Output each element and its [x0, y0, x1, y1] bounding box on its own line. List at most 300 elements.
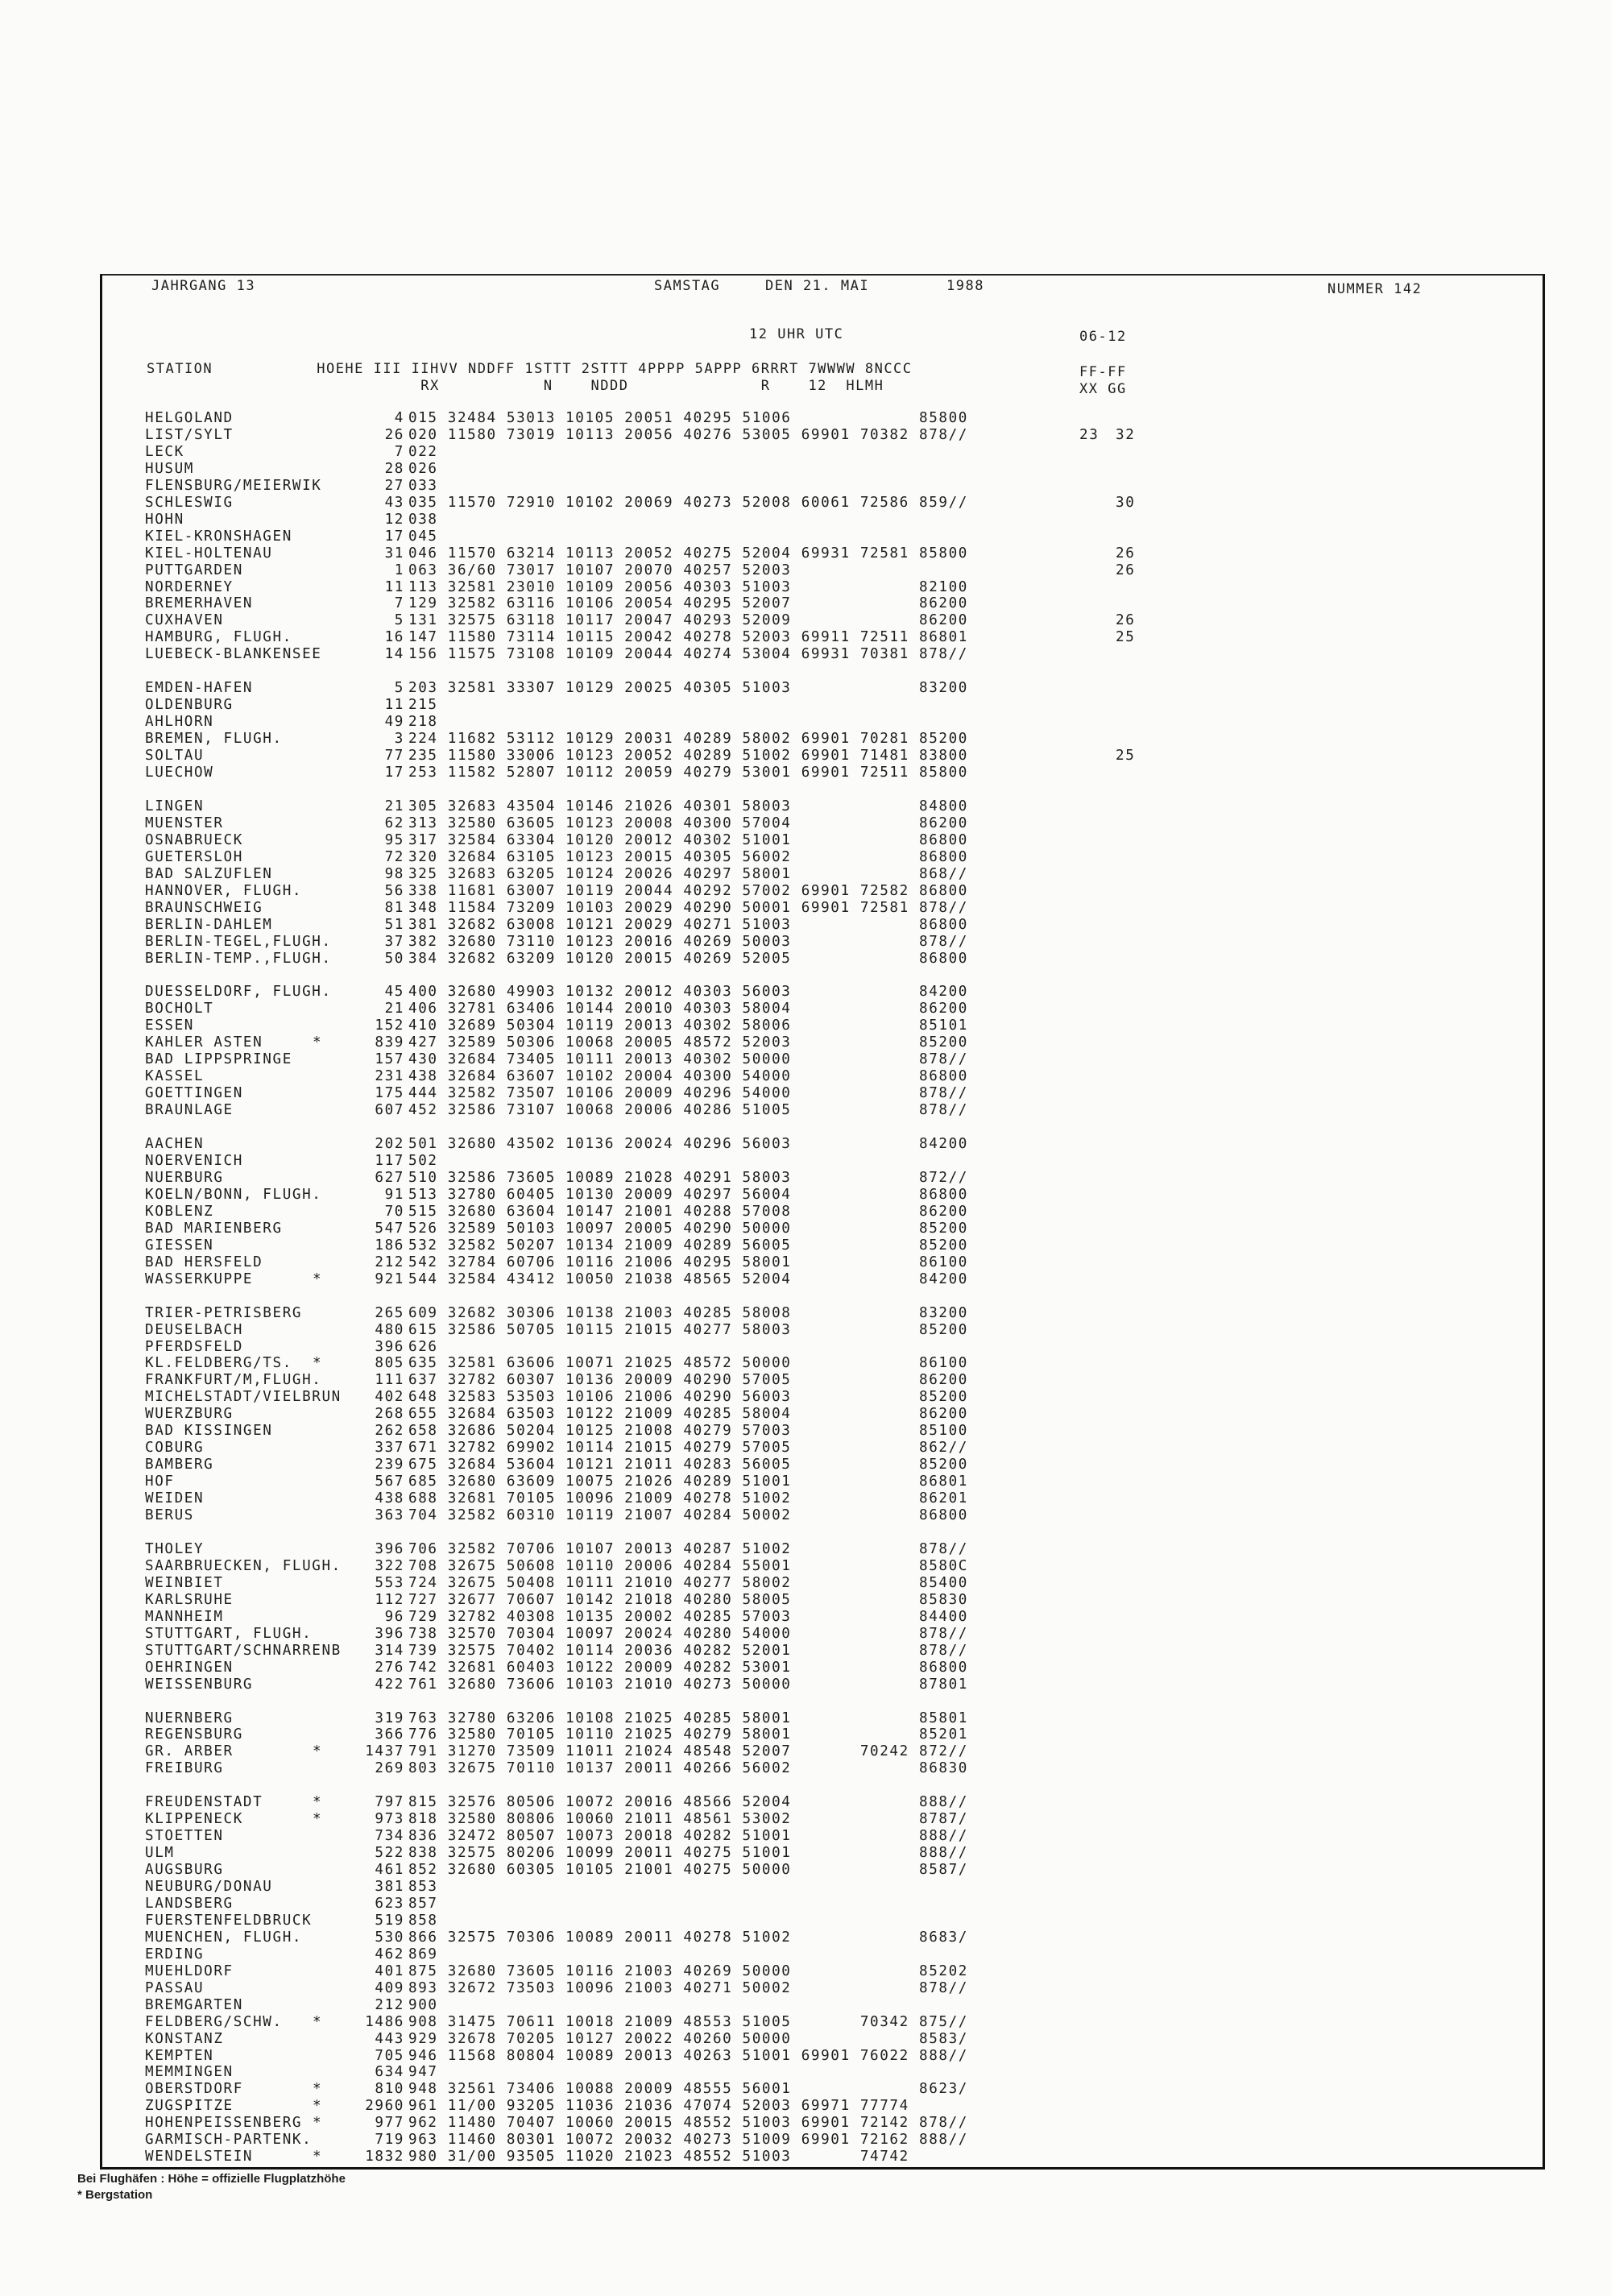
observation-data: 961 11/00 93205 11036 21036 47074 52003 69971 77774 — [408, 2098, 909, 2114]
station-height: 202 — [375, 1136, 404, 1152]
observation-data: 838 32575 80206 10099 20011 40275 51001 888// — [408, 1845, 968, 1861]
station-name: SAARBRUECKEN, FLUGH. — [145, 1558, 342, 1574]
station-height: 409 — [375, 1980, 404, 1996]
station-height: 705 — [375, 2048, 404, 2064]
observation-data: 038 — [408, 512, 438, 528]
observation-data: 761 32680 73606 10103 21010 40273 50000 87801 — [408, 1676, 968, 1693]
station-name: BOCHOLT — [145, 1001, 214, 1017]
station-name: KLIPPENECK — [145, 1811, 243, 1827]
station-height: 17 — [384, 528, 404, 545]
station-height: 719 — [375, 2132, 404, 2148]
station-height: 553 — [375, 1575, 404, 1591]
station-height: 27 — [384, 478, 404, 494]
station-name: DEUSELBACH — [145, 1322, 243, 1338]
observation-data: 384 32682 63209 10120 20015 40269 52005 86800 — [408, 951, 968, 967]
observation-data: 704 32582 60310 10119 21007 40284 50002 86800 — [408, 1507, 968, 1523]
station-name: HUSUM — [145, 461, 194, 477]
station-name: LIST/SYLT — [145, 427, 234, 443]
station-name: BAD HERSFELD — [145, 1254, 263, 1270]
station-height: 402 — [375, 1389, 404, 1405]
station-height: 56 — [384, 883, 404, 899]
observation-data: 313 32580 63605 10123 20008 40300 57004 86200 — [408, 815, 968, 831]
station-height: 480 — [375, 1322, 404, 1338]
observation-data: 637 32782 60307 10136 20009 40290 57005 86200 — [408, 1372, 968, 1388]
station-height: 72 — [384, 849, 404, 865]
station-name: WASSERKUPPE — [145, 1271, 254, 1287]
station-name: HOHENPEISSENBERG — [145, 2115, 303, 2131]
observation-data: 946 11568 80804 10089 20013 40263 51001 69901 76022 888// — [408, 2048, 968, 2064]
observation-data: 381 32682 63008 10121 20029 40271 51003 86800 — [408, 917, 968, 933]
observation-data: 658 32686 50204 10125 21008 40279 57003 85100 — [408, 1423, 968, 1439]
station-name: BERLIN-TEMP.,FLUGH. — [145, 951, 332, 967]
station-height: 21 — [384, 798, 404, 814]
station-name: SCHLESWIG — [145, 495, 234, 511]
station-height: 396 — [375, 1541, 404, 1557]
station-height: 91 — [384, 1187, 404, 1203]
observation-data: 348 11584 73209 10103 20029 40290 50001 69901 72581 878// — [408, 900, 968, 916]
station-name: CUXHAVEN — [145, 612, 224, 628]
station-name: STUTTGART/SCHNARRENB — [145, 1643, 342, 1659]
observation-data: 727 32677 70607 10142 21018 40280 58005 85830 — [408, 1592, 968, 1608]
mountain-station-marker: * — [313, 1794, 323, 1810]
station-name: FUERSTENFELDBRUCK — [145, 1913, 313, 1929]
station-name: LUEBECK-BLANKENSEE — [145, 646, 322, 662]
observation-data: 791 31270 73509 11011 21024 48548 52007 70242 872// — [408, 1743, 968, 1759]
wind-gust-gg: 26 — [1116, 562, 1136, 578]
observation-data: 893 32672 73503 10096 21003 40271 50002 878// — [408, 1980, 968, 1996]
observation-data: 739 32575 70402 10114 20036 40282 52001 878// — [408, 1643, 968, 1659]
station-name: GOETTINGEN — [145, 1085, 243, 1101]
station-name: HANNOVER, FLUGH. — [145, 883, 303, 899]
observation-data: 526 32589 50103 10097 20005 40290 50000 85200 — [408, 1221, 968, 1237]
station-name: BERUS — [145, 1507, 194, 1523]
mountain-station-marker: * — [313, 1355, 323, 1371]
station-height: 734 — [375, 1828, 404, 1844]
observation-data: 706 32582 70706 10107 20013 40287 51002 878// — [408, 1541, 968, 1557]
station-height: 49 — [384, 714, 404, 730]
observation-data: 502 — [408, 1153, 438, 1169]
observation-data: 444 32582 73507 10106 20009 40296 54000 878// — [408, 1085, 968, 1101]
observation-data: 836 32472 80507 10073 20018 40282 51001 888// — [408, 1828, 968, 1844]
station-name: STOETTEN — [145, 1828, 224, 1844]
observation-data: 615 32586 50705 10115 21015 40277 58003 85200 — [408, 1322, 968, 1338]
observation-data: 033 — [408, 478, 438, 494]
time-window-label: 06-12 — [1079, 329, 1127, 345]
station-height: 62 — [384, 815, 404, 831]
station-height: 5 — [394, 612, 404, 628]
station-height: 269 — [375, 1760, 404, 1776]
station-name: MEMMINGEN — [145, 2064, 234, 2080]
column-header-line-2: RX N NDDD R 12 HLMH — [147, 378, 884, 394]
station-height: 634 — [375, 2064, 404, 2080]
station-name: KASSEL — [145, 1068, 205, 1084]
station-height: 422 — [375, 1676, 404, 1693]
observation-data: 609 32682 30306 10138 21003 40285 58008 83200 — [408, 1305, 968, 1321]
station-name: OLDENBURG — [145, 697, 234, 713]
station-name: ZUGSPITZE — [145, 2098, 234, 2114]
observation-data: 858 — [408, 1913, 438, 1929]
station-name: KOELN/BONN, FLUGH. — [145, 1187, 322, 1203]
observation-data: 853 — [408, 1879, 438, 1895]
station-height: 337 — [375, 1440, 404, 1456]
station-name: DUESSELDORF, FLUGH. — [145, 984, 332, 1000]
observation-data: 253 11582 52807 10112 20059 40279 53001 69901 72511 85800 — [408, 765, 968, 781]
station-height: 51 — [384, 917, 404, 933]
station-height: 262 — [375, 1423, 404, 1439]
mountain-station-marker: * — [313, 1271, 323, 1287]
station-name: BRAUNLAGE — [145, 1102, 234, 1118]
station-name: FREIBURG — [145, 1760, 224, 1776]
observation-data: 015 32484 53013 10105 20051 40295 51006 85800 — [408, 410, 968, 426]
station-height: 443 — [375, 2031, 404, 2047]
observation-data: 724 32675 50408 10111 21010 40277 58002 85400 — [408, 1575, 968, 1591]
observation-data: 635 32581 63606 10071 21025 48572 50000 86100 — [408, 1355, 968, 1371]
station-height: 396 — [375, 1339, 404, 1355]
station-name: STUTTGART, FLUGH. — [145, 1626, 313, 1642]
observation-data: 129 32582 63116 10106 20054 40295 52007 86200 — [408, 595, 968, 611]
station-name: KOBLENZ — [145, 1204, 214, 1220]
station-name: MUEHLDORF — [145, 1963, 234, 1979]
station-name: KAHLER ASTEN — [145, 1034, 263, 1051]
station-height: 11 — [384, 579, 404, 595]
station-name: WEISSENBURG — [145, 1676, 254, 1693]
station-name: GIESSEN — [145, 1237, 214, 1254]
station-height: 2960 — [365, 2098, 404, 2114]
station-height: 98 — [384, 866, 404, 882]
observation-data: 929 32678 70205 10127 20022 40260 50000 8583/ — [408, 2031, 968, 2047]
observation-data: 218 — [408, 714, 438, 730]
station-name: COBURG — [145, 1440, 205, 1456]
station-height: 319 — [375, 1710, 404, 1726]
station-height: 16 — [384, 629, 404, 645]
station-name: BAD SALZUFLEN — [145, 866, 273, 882]
station-height: 212 — [375, 1254, 404, 1270]
station-height: 623 — [375, 1896, 404, 1912]
station-height: 117 — [375, 1153, 404, 1169]
observation-data: 626 — [408, 1339, 438, 1355]
station-height: 14 — [384, 646, 404, 662]
observation-data: 729 32782 40308 10135 20002 40285 57003 84400 — [408, 1609, 968, 1625]
station-name: KIEL-HOLTENAU — [145, 545, 273, 562]
observation-data: 020 11580 73019 10113 20056 40276 53005 69901 70382 878// — [408, 427, 968, 443]
observation-data: 406 32781 63406 10144 20010 40303 58004 86200 — [408, 1001, 968, 1017]
station-name: GR. ARBER — [145, 1743, 234, 1759]
station-height: 1 — [394, 562, 404, 578]
station-height: 3 — [394, 731, 404, 747]
mountain-station-marker: * — [313, 1034, 323, 1051]
station-name: HELGOLAND — [145, 410, 234, 426]
station-height: 12 — [384, 512, 404, 528]
observation-data: 224 11682 53112 10129 20031 40289 58002 69901 70281 85200 — [408, 731, 968, 747]
station-name: KEMPTEN — [145, 2048, 214, 2064]
station-name: OSNABRUECK — [145, 832, 243, 848]
station-name: NOERVENICH — [145, 1153, 243, 1169]
station-name: NUERNBERG — [145, 1710, 234, 1726]
wind-gust-gg: 25 — [1116, 748, 1136, 764]
station-name: BAD LIPPSPRINGE — [145, 1051, 292, 1067]
observation-data: 542 32784 60706 10116 21006 40295 58001 86100 — [408, 1254, 968, 1270]
station-height: 276 — [375, 1660, 404, 1676]
station-height: 231 — [375, 1068, 404, 1084]
observation-data: 305 32683 43504 10146 21026 40301 58003 84800 — [408, 798, 968, 814]
station-name: EMDEN-HAFEN — [145, 680, 254, 696]
station-height: 1832 — [365, 2149, 404, 2165]
weekday-label: SAMSTAG — [654, 278, 721, 294]
station-height: 7 — [394, 595, 404, 611]
station-height: 322 — [375, 1558, 404, 1574]
station-height: 519 — [375, 1913, 404, 1929]
station-height: 438 — [375, 1490, 404, 1506]
observation-data: 685 32680 63609 10075 21026 40289 51001 86801 — [408, 1473, 968, 1490]
observation-data: 320 32684 63105 10123 20015 40305 56002 86800 — [408, 849, 968, 865]
station-height: 111 — [375, 1372, 404, 1388]
station-name: BREMGARTEN — [145, 1997, 243, 2013]
station-name: OEHRINGEN — [145, 1660, 234, 1676]
station-height: 973 — [375, 1811, 404, 1827]
observation-data: 763 32780 63206 10108 21025 40285 58001 85801 — [408, 1710, 968, 1726]
station-name: MANNHEIM — [145, 1609, 224, 1625]
observation-data: 438 32684 63607 10102 20004 40300 54000 86800 — [408, 1068, 968, 1084]
station-height: 45 — [384, 984, 404, 1000]
observation-data: 742 32681 60403 10122 20009 40282 53001 86800 — [408, 1660, 968, 1676]
station-height: 268 — [375, 1406, 404, 1422]
observation-data: 948 32561 73406 10088 20009 48555 56001 8623/ — [408, 2081, 968, 2097]
station-height: 112 — [375, 1592, 404, 1608]
observation-data: 317 32584 63304 10120 20012 40302 51001 86800 — [408, 832, 968, 848]
station-height: 401 — [375, 1963, 404, 1979]
station-height: 805 — [375, 1355, 404, 1371]
station-height: 81 — [384, 900, 404, 916]
observation-data: 026 — [408, 461, 438, 477]
mountain-station-marker: * — [313, 2014, 323, 2030]
station-name: MICHELSTADT/VIELBRUN — [145, 1389, 342, 1405]
observation-data: 156 11575 73108 10109 20044 40274 53004 69931 70381 878// — [408, 646, 968, 662]
station-name: LINGEN — [145, 798, 205, 814]
observation-data: 908 31475 70611 10018 21009 48553 51005 70342 875// — [408, 2014, 968, 2030]
station-name: REGENSBURG — [145, 1726, 243, 1743]
station-name: PASSAU — [145, 1980, 205, 1996]
station-name: BAD KISSINGEN — [145, 1423, 273, 1439]
observation-data: 046 11570 63214 10113 20052 40275 52004 69931 72581 85800 — [408, 545, 968, 562]
station-height: 1486 — [365, 2014, 404, 2030]
station-height: 547 — [375, 1221, 404, 1237]
station-height: 396 — [375, 1626, 404, 1642]
station-name: FRANKFURT/M,FLUGH. — [145, 1372, 322, 1388]
station-name: BERLIN-DAHLEM — [145, 917, 273, 933]
observation-data: 675 32684 53604 10121 21011 40283 56005 85200 — [408, 1457, 968, 1473]
station-name: NUERBURG — [145, 1170, 224, 1186]
station-height: 265 — [375, 1305, 404, 1321]
observation-data: 235 11580 33006 10123 20052 40289 51002 69901 71481 83800 — [408, 748, 968, 764]
footnote-airports: Bei Flughäfen : Höhe = offizielle Flugplatzhöhe — [77, 2172, 346, 2186]
observation-data: 900 — [408, 1997, 438, 2013]
station-name: NORDERNEY — [145, 579, 234, 595]
observation-data: 430 32684 73405 10111 20013 40302 50000 878// — [408, 1051, 968, 1067]
mountain-station-marker: * — [313, 1743, 323, 1759]
station-name: PFERDSFELD — [145, 1339, 243, 1355]
station-name: ERDING — [145, 1946, 205, 1962]
observation-data: 131 32575 63118 10117 20047 40293 52009 86200 — [408, 612, 968, 628]
mountain-station-marker: * — [313, 2098, 323, 2114]
observation-data: 045 — [408, 528, 438, 545]
observation-data: 875 32680 73605 10116 21003 40269 50000 85202 — [408, 1963, 968, 1979]
station-name: LANDSBERG — [145, 1896, 234, 1912]
mountain-station-marker: * — [313, 1811, 323, 1827]
station-name: HOF — [145, 1473, 175, 1490]
station-height: 5 — [394, 680, 404, 696]
station-name: GARMISCH-PARTENK. — [145, 2132, 313, 2148]
station-name: LUECHOW — [145, 765, 214, 781]
date-label: DEN 21. MAI — [765, 278, 870, 294]
station-height: 567 — [375, 1473, 404, 1490]
station-height: 314 — [375, 1643, 404, 1659]
wind-gust-gg: 32 — [1116, 427, 1136, 443]
station-name: WEIDEN — [145, 1490, 205, 1506]
station-name: FREUDENSTADT — [145, 1794, 263, 1810]
station-name: KONSTANZ — [145, 2031, 224, 2047]
station-name: PUTTGARDEN — [145, 562, 243, 578]
wind-header-line-1: FF-FF — [1079, 364, 1127, 380]
observation-data: 022 — [408, 444, 438, 460]
station-name: MUENCHEN, FLUGH. — [145, 1929, 303, 1946]
station-height: 839 — [375, 1034, 404, 1051]
station-name: SOLTAU — [145, 748, 205, 764]
observation-data: 400 32680 49903 10132 20012 40303 56003 84200 — [408, 984, 968, 1000]
station-height: 37 — [384, 934, 404, 950]
station-name: WENDELSTEIN — [145, 2149, 254, 2165]
station-name: HAMBURG, FLUGH. — [145, 629, 292, 645]
station-height: 797 — [375, 1794, 404, 1810]
station-height: 31 — [384, 545, 404, 562]
station-name: BAMBERG — [145, 1457, 214, 1473]
wind-gust-gg: 26 — [1116, 545, 1136, 562]
wind-header-line-2: XX GG — [1079, 381, 1127, 397]
observation-time-title: 12 UHR UTC — [749, 326, 844, 342]
observation-data: 803 32675 70110 10137 20011 40266 56002 86830 — [408, 1760, 968, 1776]
station-name: OBERSTDORF — [145, 2081, 243, 2097]
station-height: 4 — [394, 410, 404, 426]
wind-gust-ff: 23 — [1079, 427, 1100, 443]
observation-data: 688 32681 70105 10096 21009 40278 51002 86201 — [408, 1490, 968, 1506]
observation-data: 963 11460 80301 10072 20032 40273 51009 69901 72162 888// — [408, 2132, 968, 2148]
station-height: 462 — [375, 1946, 404, 1962]
station-height: 95 — [384, 832, 404, 848]
station-height: 7 — [394, 444, 404, 460]
observation-data: 866 32575 70306 10089 20011 40278 51002 8683/ — [408, 1929, 968, 1946]
station-height: 77 — [384, 748, 404, 764]
station-height: 607 — [375, 1102, 404, 1118]
station-height: 11 — [384, 697, 404, 713]
station-height: 157 — [375, 1051, 404, 1067]
station-height: 28 — [384, 461, 404, 477]
station-name: HOHN — [145, 512, 184, 528]
station-height: 1437 — [365, 1743, 404, 1759]
station-name: GUETERSLOH — [145, 849, 243, 865]
station-height: 977 — [375, 2115, 404, 2131]
jahrgang-label: JAHRGANG 13 — [151, 278, 256, 294]
station-height: 43 — [384, 495, 404, 511]
observation-data: 427 32589 50306 10068 20005 48572 52003 85200 — [408, 1034, 968, 1051]
station-height: 212 — [375, 1997, 404, 2013]
observation-data: 544 32584 43412 10050 21038 48565 52004 84200 — [408, 1271, 968, 1287]
station-name: ESSEN — [145, 1017, 194, 1034]
station-height: 70 — [384, 1204, 404, 1220]
observation-data: 738 32570 70304 10097 20024 40280 54000 878// — [408, 1626, 968, 1642]
wind-gust-gg: 26 — [1116, 612, 1136, 628]
observation-data: 215 — [408, 697, 438, 713]
station-height: 627 — [375, 1170, 404, 1186]
observation-data: 818 32580 80806 10060 21011 48561 53002 8787/ — [408, 1811, 968, 1827]
observation-data: 147 11580 73114 10115 20042 40278 52003 69911 72511 86801 — [408, 629, 968, 645]
wind-gust-gg: 25 — [1116, 629, 1136, 645]
station-height: 522 — [375, 1845, 404, 1861]
station-name: KARLSRUHE — [145, 1592, 234, 1608]
station-name: MUENSTER — [145, 815, 224, 831]
station-height: 363 — [375, 1507, 404, 1523]
station-name: NEUBURG/DONAU — [145, 1879, 273, 1895]
mountain-station-marker: * — [313, 2149, 323, 2165]
observation-data: 815 32576 80506 10072 20016 48566 52004 888// — [408, 1794, 968, 1810]
observation-data: 776 32580 70105 10110 21025 40279 58001 85201 — [408, 1726, 968, 1743]
issue-number-label: NUMMER 142 — [1327, 281, 1423, 297]
observation-data: 532 32582 50207 10134 21009 40289 56005 85200 — [408, 1237, 968, 1254]
station-height: 175 — [375, 1085, 404, 1101]
observation-data: 325 32683 63205 10124 20026 40297 58001 868// — [408, 866, 968, 882]
observation-data: 671 32782 69902 10114 21015 40279 57005 862// — [408, 1440, 968, 1456]
observation-data: 338 11681 63007 10119 20044 40292 57002 69901 72582 86800 — [408, 883, 968, 899]
station-name: FLENSBURG/MEIERWIK — [145, 478, 322, 494]
observation-data: 708 32675 50608 10110 20006 40284 55001 8580C — [408, 1558, 968, 1574]
station-name: BREMERHAVEN — [145, 595, 254, 611]
station-name: KL.FELDBERG/TS. — [145, 1355, 292, 1371]
station-name: KIEL-KRONSHAGEN — [145, 528, 292, 545]
observation-data: 035 11570 72910 10102 20069 40273 52008 60061 72586 859// — [408, 495, 968, 511]
station-name: BREMEN, FLUGH. — [145, 731, 283, 747]
mountain-station-marker: * — [313, 2115, 323, 2131]
station-name: BAD MARIENBERG — [145, 1221, 283, 1237]
observation-data: 962 11480 70407 10060 20015 48552 51003 69901 72142 878// — [408, 2115, 968, 2131]
station-height: 26 — [384, 427, 404, 443]
observation-data: 655 32684 63503 10122 21009 40285 58004 86200 — [408, 1406, 968, 1422]
observation-data: 510 32586 73605 10089 21028 40291 58003 872// — [408, 1170, 968, 1186]
station-height: 530 — [375, 1929, 404, 1946]
observation-data: 113 32581 23010 10109 20056 40303 51003 82100 — [408, 579, 968, 595]
observation-data: 452 32586 73107 10068 20006 40286 51005 878// — [408, 1102, 968, 1118]
station-height: 239 — [375, 1457, 404, 1473]
mountain-station-marker: * — [313, 2081, 323, 2097]
year-label: 1988 — [946, 278, 984, 294]
station-name: WUERZBURG — [145, 1406, 234, 1422]
observation-data: 648 32583 53503 10106 21006 40290 56003 85200 — [408, 1389, 968, 1405]
station-height: 186 — [375, 1237, 404, 1254]
station-name: ULM — [145, 1845, 175, 1861]
wind-gust-gg: 30 — [1116, 495, 1136, 511]
observation-data: 410 32689 50304 10119 20013 40302 58006 85101 — [408, 1017, 968, 1034]
station-height: 96 — [384, 1609, 404, 1625]
station-height: 461 — [375, 1862, 404, 1878]
station-name: TRIER-PETRISBERG — [145, 1305, 303, 1321]
observation-data: 203 32581 33307 10129 20025 40305 51003 83200 — [408, 680, 968, 696]
station-name: THOLEY — [145, 1541, 205, 1557]
station-name: LECK — [145, 444, 184, 460]
station-name: AUGSBURG — [145, 1862, 224, 1878]
station-height: 17 — [384, 765, 404, 781]
station-height: 381 — [375, 1879, 404, 1895]
station-height: 50 — [384, 951, 404, 967]
observation-data: 513 32780 60405 10130 20009 40297 56004 86800 — [408, 1187, 968, 1203]
station-name: BRAUNSCHWEIG — [145, 900, 263, 916]
observation-data: 063 36/60 73017 10107 20070 40257 52003 — [408, 562, 792, 578]
